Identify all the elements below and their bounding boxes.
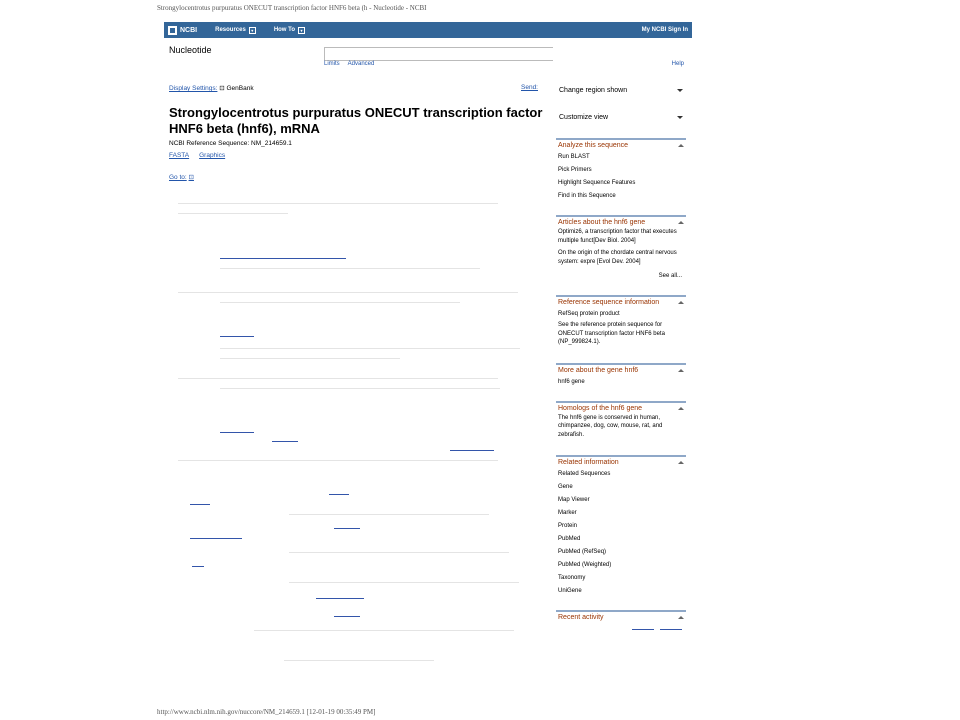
- portlet-related-header[interactable]: [556, 457, 686, 468]
- portlet-articles: [556, 215, 686, 285]
- related-item[interactable]: Map Viewer: [558, 497, 590, 503]
- portlet-more-about: [556, 363, 686, 391]
- ncbi-topbar: [164, 22, 692, 38]
- chevron-down-icon: [677, 89, 683, 92]
- customize-view-label: Customize view: [559, 114, 609, 121]
- collapse-icon[interactable]: [678, 616, 684, 619]
- portlet-homologs-header[interactable]: [556, 403, 686, 414]
- portlet-related: [556, 455, 686, 600]
- homologs-text[interactable]: The hnf6 gene is conserved in human, chimpanzee, dog, cow, mouse, rat, and zebrafish.: [558, 414, 663, 438]
- recent-activity-link[interactable]: [660, 629, 682, 630]
- resources-label: Resources: [215, 27, 246, 33]
- search-input[interactable]: [324, 47, 553, 61]
- ncbi-logo[interactable]: [168, 26, 197, 35]
- resources-menu[interactable]: [215, 27, 256, 34]
- portlet-more-header[interactable]: [556, 365, 686, 376]
- signin-link[interactable]: My NCBI Sign In: [641, 27, 688, 33]
- chevron-down-icon: [677, 116, 683, 119]
- fasta-link[interactable]: FASTA: [169, 152, 190, 159]
- collapse-icon[interactable]: [678, 144, 684, 147]
- ncbi-logo-text: NCBI: [180, 26, 198, 34]
- related-item[interactable]: Related Sequences: [558, 471, 611, 477]
- related-item[interactable]: UniGene: [558, 588, 582, 594]
- goto-label[interactable]: Go to:: [169, 174, 187, 181]
- analyze-item-primers[interactable]: Pick Primers: [558, 167, 592, 173]
- advanced-link[interactable]: Advanced: [347, 61, 375, 67]
- graphics-link[interactable]: Graphics: [199, 152, 226, 159]
- portlet-title: Homologs of the hnf6 gene: [558, 404, 643, 412]
- portlet-recent: [556, 610, 686, 630]
- chevron-down-icon: ⊡: [219, 85, 225, 92]
- portlet-articles-header[interactable]: [556, 217, 686, 228]
- related-item[interactable]: PubMed (RefSeq): [558, 549, 607, 555]
- collapse-icon[interactable]: [678, 301, 684, 304]
- sidebar: [556, 84, 686, 640]
- help-link[interactable]: Help: [671, 61, 684, 67]
- ncbi-logo-icon: [168, 26, 177, 35]
- portlet-analyze-header[interactable]: [556, 140, 686, 151]
- portlet-title: Recent activity: [558, 614, 604, 621]
- record-title: Strongylocentrotus purpuratus ONECUT transcription factor HNF6 beta (hnf6), mRNA: [169, 105, 543, 136]
- collapse-icon[interactable]: [678, 369, 684, 372]
- customize-view-dropdown[interactable]: [556, 111, 686, 124]
- limits-link[interactable]: Limits: [324, 61, 340, 67]
- refseq-protein-link[interactable]: RefSeq protein product: [558, 311, 620, 317]
- howto-menu[interactable]: [274, 27, 305, 34]
- nucleotide-page: [164, 22, 692, 694]
- change-region-dropdown[interactable]: [556, 84, 686, 97]
- goto-menu[interactable]: [169, 173, 194, 181]
- related-item[interactable]: PubMed (Weighted): [558, 562, 612, 568]
- article-item[interactable]: On the origin of the chordate central nervous system: expre [Evol Dev. 2004]: [558, 250, 677, 265]
- send-link[interactable]: Send:: [521, 84, 538, 91]
- portlet-title: Reference sequence information: [558, 299, 660, 306]
- article-item[interactable]: Optimiz6, a transcription factor that executes multiple funct[Dev Biol. 2004]: [558, 229, 677, 244]
- format-links: [169, 152, 225, 159]
- recent-activity-link[interactable]: [632, 629, 654, 630]
- display-format-value: GenBank: [226, 85, 254, 92]
- database-label: Nucleotide: [169, 45, 212, 55]
- portlet-analyze: [556, 138, 686, 205]
- refseq-protein-text: See the reference protein sequence for ONECUT transcription factor HNF6 beta (NP_999824.1).: [558, 322, 665, 345]
- portlet-refseq-header[interactable]: [556, 297, 686, 308]
- display-settings[interactable]: [169, 84, 254, 92]
- related-item[interactable]: Taxonomy: [558, 575, 586, 581]
- print-header: Strongylocentrotus purpuratus ONECUT transcription factor HNF6 beta (h - Nucleotide - NCBI: [157, 4, 427, 12]
- search-sub-links: [324, 61, 374, 67]
- see-all-link[interactable]: See all...: [658, 273, 682, 279]
- portlet-refseq-info: [556, 295, 686, 353]
- howto-label: How To: [273, 27, 296, 33]
- collapse-icon[interactable]: [678, 407, 684, 410]
- portlet-title: Analyze this sequence: [558, 142, 629, 149]
- portlet-homologs: [556, 401, 686, 446]
- display-settings-label[interactable]: Display Settings:: [169, 85, 218, 92]
- collapse-icon[interactable]: [678, 221, 684, 224]
- chevron-down-icon: ⊡: [188, 174, 194, 181]
- portlet-title: Articles about the hnf6 gene: [558, 219, 646, 226]
- portlet-recent-header[interactable]: [556, 612, 686, 623]
- portlet-title: Related information: [558, 459, 619, 466]
- analyze-item-blast[interactable]: Run BLAST: [558, 154, 590, 160]
- analyze-item-highlight[interactable]: Highlight Sequence Features: [558, 180, 636, 186]
- refseq-id: NCBI Reference Sequence: NM_214659.1: [169, 140, 292, 147]
- related-item[interactable]: Gene: [558, 484, 573, 490]
- related-item[interactable]: Marker: [558, 510, 577, 516]
- related-item[interactable]: PubMed: [558, 536, 581, 542]
- change-region-label: Change region shown: [559, 87, 628, 94]
- analyze-item-find[interactable]: Find in this Sequence: [558, 193, 616, 199]
- print-footer: http://www.ncbi.nlm.nih.gov/nuccore/NM_214659.1 [12-01-19 00:35:49 PM]: [157, 708, 376, 716]
- collapse-icon[interactable]: [678, 461, 684, 464]
- chevron-down-icon: ▾: [249, 27, 256, 34]
- related-item[interactable]: Protein: [558, 523, 578, 529]
- portlet-title: More about the gene hnf6: [558, 366, 639, 374]
- chevron-down-icon: ▾: [298, 27, 305, 34]
- recent-activity-links: [556, 629, 686, 630]
- gene-link[interactable]: hnf6 gene: [558, 378, 585, 385]
